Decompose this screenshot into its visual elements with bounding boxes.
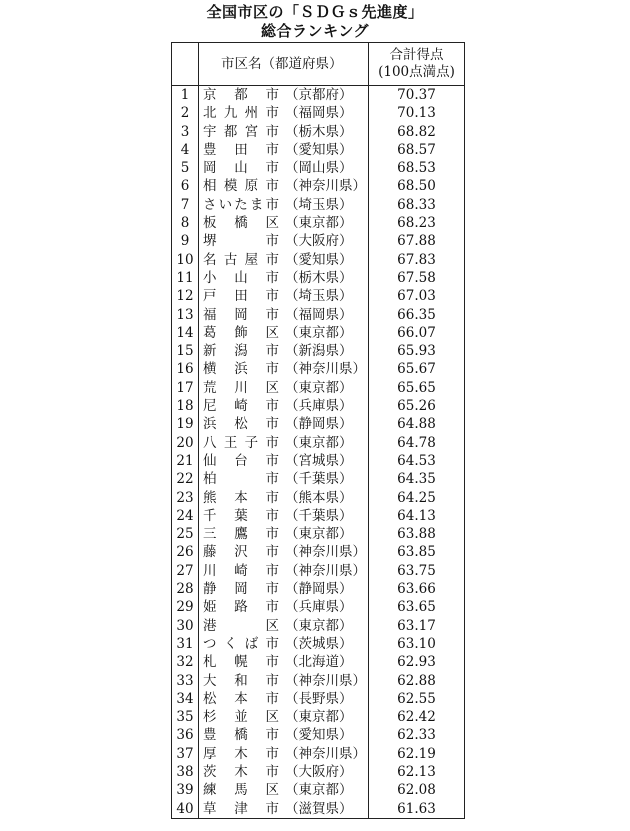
city-name: 豊田市 [203, 141, 279, 158]
rank-cell: 29 [172, 598, 199, 616]
table-row [172, 342, 465, 360]
score-cell: 62.08 [369, 781, 465, 799]
name-cell [199, 415, 369, 433]
rank-cell: 25 [172, 525, 199, 543]
prefecture-name: （岡山県） [285, 160, 353, 177]
rank-cell: 16 [172, 360, 199, 378]
table-row [172, 653, 465, 671]
city-name: 岡山市 [203, 160, 279, 177]
rank-cell: 6 [172, 177, 199, 195]
city-name: つくば市 [203, 635, 279, 652]
score-cell: 67.58 [369, 269, 465, 287]
prefecture-name: （東京都） [285, 324, 353, 341]
prefecture-name: （千葉県） [285, 471, 353, 488]
prefecture-name: （大阪府） [285, 233, 353, 250]
name-cell [199, 635, 369, 653]
rank-cell: 22 [172, 470, 199, 488]
rank-cell: 24 [172, 507, 199, 525]
city-name: 相模原市 [203, 178, 279, 195]
name-cell [199, 452, 369, 470]
score-cell: 64.35 [369, 470, 465, 488]
name-cell [199, 525, 369, 543]
city-name: 荒川区 [203, 379, 279, 396]
table-row [172, 507, 465, 525]
city-name: 北九州市 [203, 105, 279, 122]
title-line-2: 総合ランキング [260, 22, 370, 40]
name-cell [199, 489, 369, 507]
rank-cell: 28 [172, 580, 199, 598]
prefecture-name: （東京都） [285, 709, 353, 726]
prefecture-name: （神奈川県） [285, 562, 366, 579]
score-cell: 63.65 [369, 598, 465, 616]
score-cell: 64.53 [369, 452, 465, 470]
table-row [172, 196, 465, 214]
score-cell: 66.07 [369, 324, 465, 342]
rank-cell: 4 [172, 141, 199, 159]
prefecture-name: （東京都） [285, 617, 353, 634]
score-cell: 65.67 [369, 360, 465, 378]
rank-cell: 32 [172, 653, 199, 671]
table-row [172, 543, 465, 561]
name-cell [199, 86, 369, 105]
rank-cell: 30 [172, 617, 199, 635]
table-row [172, 580, 465, 598]
city-name: 仙台市 [203, 452, 279, 469]
table-row [172, 489, 465, 507]
name-cell [199, 159, 369, 177]
name-cell [199, 214, 369, 232]
table-row [172, 251, 465, 269]
prefecture-name: （東京都） [285, 526, 353, 543]
table-row [172, 177, 465, 195]
prefecture-name: （東京都） [285, 215, 353, 232]
table-row [172, 214, 465, 232]
prefecture-name: （大阪府） [285, 763, 353, 780]
name-cell [199, 232, 369, 250]
table-row [172, 470, 465, 488]
score-cell: 67.83 [369, 251, 465, 269]
city-name: 小山市 [203, 269, 279, 286]
city-name: 熊本市 [203, 489, 279, 506]
rank-cell: 38 [172, 763, 199, 781]
city-name: 京都市 [203, 87, 279, 103]
prefecture-name: （千葉県） [285, 507, 353, 524]
rank-cell: 40 [172, 800, 199, 819]
city-name: 茨木市 [203, 763, 279, 780]
table-row [172, 452, 465, 470]
table-row [172, 598, 465, 616]
score-cell: 68.33 [369, 196, 465, 214]
prefecture-name: （神奈川県） [285, 672, 366, 689]
rank-cell: 37 [172, 745, 199, 763]
score-cell: 67.88 [369, 232, 465, 250]
city-name: 練馬区 [203, 782, 279, 799]
rank-cell: 13 [172, 306, 199, 324]
city-name: 八王子市 [203, 434, 279, 451]
name-cell [199, 470, 369, 488]
name-cell [199, 360, 369, 378]
rank-cell: 26 [172, 543, 199, 561]
name-cell [199, 397, 369, 415]
score-cell: 61.63 [369, 800, 465, 819]
table-row [172, 672, 465, 690]
score-header-line2: (100点満点) [378, 64, 455, 80]
prefecture-name: （滋賀県） [285, 800, 353, 817]
prefecture-name: （神奈川県） [285, 745, 366, 762]
ranking-rows [172, 86, 465, 819]
table-row [172, 269, 465, 287]
rank-cell: 14 [172, 324, 199, 342]
table-row [172, 763, 465, 781]
name-cell [199, 342, 369, 360]
city-name: 新潟市 [203, 343, 279, 360]
table-row [172, 86, 465, 105]
score-cell: 62.55 [369, 690, 465, 708]
score-cell: 65.93 [369, 342, 465, 360]
rank-cell: 5 [172, 159, 199, 177]
score-cell: 64.25 [369, 489, 465, 507]
score-cell: 68.82 [369, 123, 465, 141]
score-header-line1: 合計得点 [389, 47, 444, 63]
table-row [172, 434, 465, 452]
city-name: 静岡市 [203, 581, 279, 598]
name-cell [199, 763, 369, 781]
score-cell: 64.78 [369, 434, 465, 452]
name-header-label: 市区名（都道府県） [221, 55, 343, 72]
score-cell: 65.65 [369, 379, 465, 397]
prefecture-name: （静岡県） [285, 581, 353, 598]
table-row [172, 397, 465, 415]
prefecture-name: （埼玉県） [285, 288, 353, 305]
score-cell: 63.75 [369, 562, 465, 580]
table-row [172, 141, 465, 159]
table-row [172, 617, 465, 635]
table-row [172, 745, 465, 763]
rank-cell: 31 [172, 635, 199, 653]
prefecture-name: （埼玉県） [285, 196, 353, 213]
table-row [172, 287, 465, 305]
prefecture-name: （栃木県） [285, 269, 353, 286]
rank-cell: 10 [172, 251, 199, 269]
name-cell [199, 123, 369, 141]
score-cell: 64.88 [369, 415, 465, 433]
rank-cell: 35 [172, 708, 199, 726]
prefecture-name: （長野県） [285, 690, 353, 707]
name-cell [199, 708, 369, 726]
prefecture-name: （栃木県） [285, 123, 353, 140]
rank-cell: 27 [172, 562, 199, 580]
city-name: 柏市 [203, 471, 279, 488]
prefecture-name: （熊本県） [285, 489, 353, 506]
prefecture-name: （愛知県） [285, 727, 353, 744]
city-name: 札幌市 [203, 654, 279, 671]
table-row [172, 306, 465, 324]
name-cell [199, 653, 369, 671]
city-name: 福岡市 [203, 306, 279, 323]
name-cell [199, 251, 369, 269]
prefecture-name: （東京都） [285, 782, 353, 799]
score-cell: 63.85 [369, 543, 465, 561]
name-cell [199, 324, 369, 342]
city-name: 板橋区 [203, 215, 279, 232]
city-name: 宇都宮市 [203, 123, 279, 140]
city-name: 戸田市 [203, 288, 279, 305]
score-cell: 68.23 [369, 214, 465, 232]
city-name: さいたま市 [203, 196, 279, 213]
prefecture-name: （福岡県） [285, 306, 353, 323]
prefecture-name: （神奈川県） [285, 544, 366, 561]
score-cell: 68.57 [369, 141, 465, 159]
score-cell: 66.35 [369, 306, 465, 324]
rank-cell: 9 [172, 232, 199, 250]
header-row [172, 43, 465, 86]
rank-cell: 21 [172, 452, 199, 470]
rank-cell: 12 [172, 287, 199, 305]
city-name: 厚木市 [203, 745, 279, 762]
ranking-table [171, 42, 465, 819]
table-row [172, 232, 465, 250]
city-name: 堺市 [203, 233, 279, 250]
rank-header [172, 43, 199, 86]
name-cell [199, 507, 369, 525]
table-row [172, 123, 465, 141]
rank-cell: 23 [172, 489, 199, 507]
prefecture-name: （福岡県） [285, 105, 353, 122]
name-cell [199, 745, 369, 763]
score-header [369, 43, 465, 86]
prefecture-name: （東京都） [285, 379, 353, 396]
score-cell: 63.10 [369, 635, 465, 653]
city-name: 葛飾区 [203, 324, 279, 341]
score-cell: 68.53 [369, 159, 465, 177]
city-name: 尼崎市 [203, 398, 279, 415]
table-row [172, 360, 465, 378]
score-cell: 62.13 [369, 763, 465, 781]
rank-cell: 19 [172, 415, 199, 433]
name-cell [199, 177, 369, 195]
name-cell [199, 598, 369, 616]
name-cell [199, 580, 369, 598]
name-cell [199, 690, 369, 708]
rank-cell: 36 [172, 726, 199, 744]
city-name: 豊橋市 [203, 727, 279, 744]
table-row [172, 324, 465, 342]
score-cell: 64.13 [369, 507, 465, 525]
score-cell: 62.93 [369, 653, 465, 671]
prefecture-name: （兵庫県） [285, 599, 353, 616]
rank-cell: 3 [172, 123, 199, 141]
rank-cell: 20 [172, 434, 199, 452]
name-cell [199, 306, 369, 324]
score-cell: 62.33 [369, 726, 465, 744]
rank-cell: 18 [172, 397, 199, 415]
table-row [172, 525, 465, 543]
rank-cell: 17 [172, 379, 199, 397]
name-cell [199, 781, 369, 799]
city-name: 藤沢市 [203, 544, 279, 561]
city-name: 姫路市 [203, 599, 279, 616]
table-row [172, 562, 465, 580]
name-cell [199, 434, 369, 452]
name-cell [199, 543, 369, 561]
name-cell [199, 269, 369, 287]
city-name: 浜松市 [203, 416, 279, 433]
score-cell: 65.26 [369, 397, 465, 415]
city-name: 草津市 [203, 800, 279, 817]
prefecture-name: （静岡県） [285, 416, 353, 433]
rank-cell: 34 [172, 690, 199, 708]
rank-cell: 1 [172, 86, 199, 105]
score-cell: 68.50 [369, 177, 465, 195]
table-row [172, 800, 465, 819]
prefecture-name: （東京都） [285, 434, 353, 451]
score-cell: 62.88 [369, 672, 465, 690]
rank-cell: 8 [172, 214, 199, 232]
name-cell [199, 141, 369, 159]
name-cell [199, 196, 369, 214]
table-row [172, 159, 465, 177]
city-name: 名古屋市 [203, 251, 279, 268]
score-cell: 63.17 [369, 617, 465, 635]
prefecture-name: （京都府） [285, 87, 353, 103]
score-cell: 63.66 [369, 580, 465, 598]
title-line-1: 全国市区の「ＳＤＧｓ先進度」 [206, 3, 424, 21]
name-cell [199, 287, 369, 305]
rank-cell: 7 [172, 196, 199, 214]
table-row [172, 415, 465, 433]
city-name: 三鷹市 [203, 526, 279, 543]
prefecture-name: （北海道） [285, 654, 353, 671]
city-name: 杉並区 [203, 709, 279, 726]
name-header [199, 43, 369, 86]
rank-cell: 39 [172, 781, 199, 799]
name-cell [199, 800, 369, 819]
prefecture-name: （愛知県） [285, 251, 353, 268]
table-row [172, 104, 465, 122]
rank-cell: 33 [172, 672, 199, 690]
table-row [172, 690, 465, 708]
table-row [172, 781, 465, 799]
score-cell: 63.88 [369, 525, 465, 543]
table-row [172, 379, 465, 397]
name-cell [199, 104, 369, 122]
table-row [172, 635, 465, 653]
prefecture-name: （新潟県） [285, 343, 353, 360]
prefecture-name: （神奈川県） [285, 178, 366, 195]
name-cell [199, 672, 369, 690]
city-name: 大和市 [203, 672, 279, 689]
score-cell: 62.42 [369, 708, 465, 726]
city-name: 横浜市 [203, 361, 279, 378]
city-name: 松本市 [203, 690, 279, 707]
prefecture-name: （宮城県） [285, 452, 353, 469]
city-name: 千葉市 [203, 507, 279, 524]
city-name: 港区 [203, 617, 279, 634]
name-cell [199, 726, 369, 744]
prefecture-name: （茨城県） [285, 635, 353, 652]
rank-cell: 2 [172, 104, 199, 122]
prefecture-name: （愛知県） [285, 141, 353, 158]
table-row [172, 708, 465, 726]
name-cell [199, 562, 369, 580]
score-cell: 70.13 [369, 104, 465, 122]
city-name: 川崎市 [203, 562, 279, 579]
score-cell: 70.37 [369, 86, 465, 105]
score-cell: 67.03 [369, 287, 465, 305]
score-cell: 62.19 [369, 745, 465, 763]
prefecture-name: （兵庫県） [285, 398, 353, 415]
rank-cell: 15 [172, 342, 199, 360]
name-cell [199, 379, 369, 397]
prefecture-name: （神奈川県） [285, 361, 366, 378]
table-row [172, 726, 465, 744]
name-cell [199, 617, 369, 635]
rank-cell: 11 [172, 269, 199, 287]
